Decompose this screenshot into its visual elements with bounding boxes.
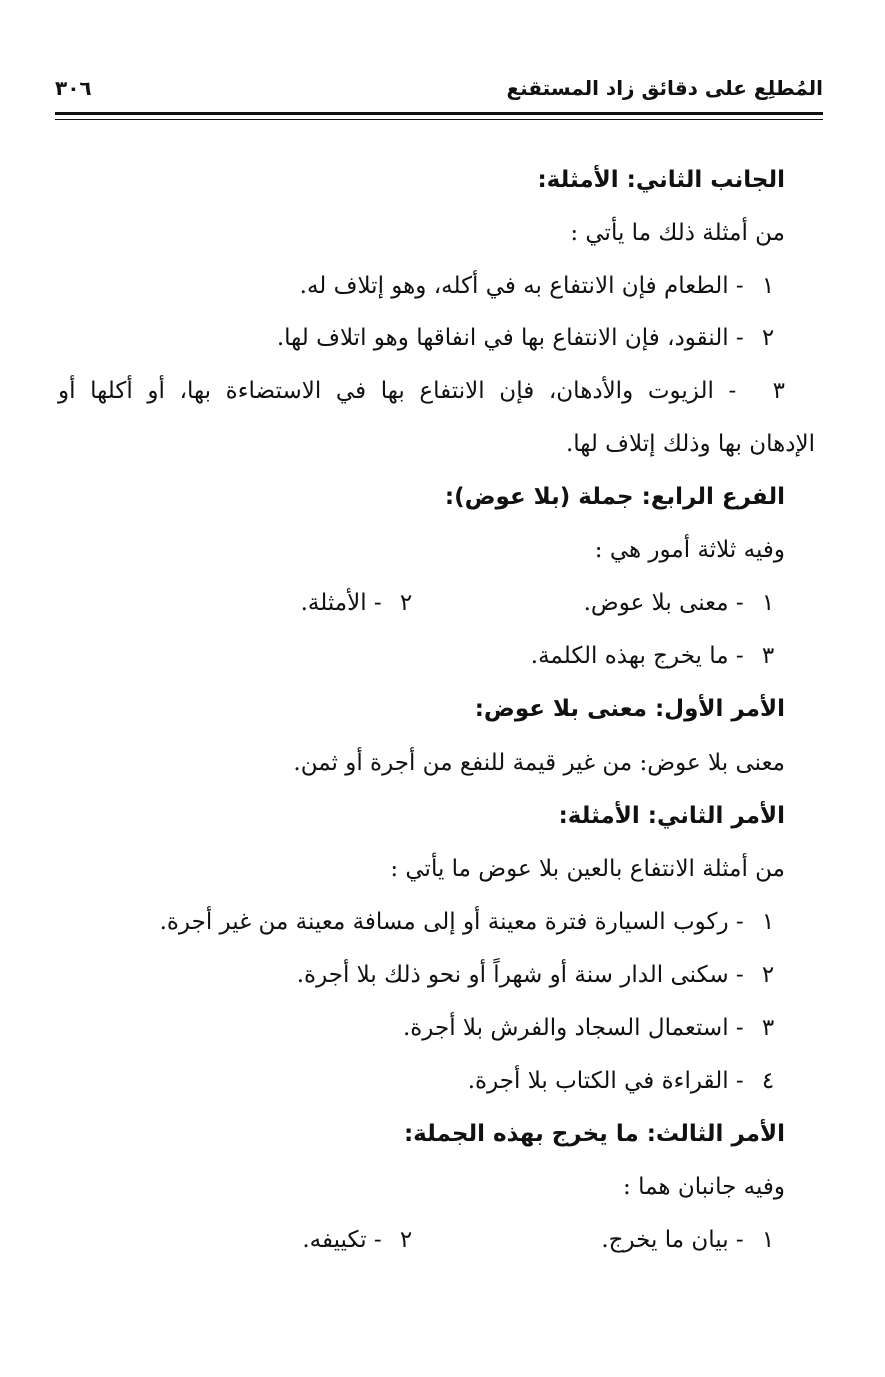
item-text: - سكنى الدار سنة أو شهراً أو نحو ذلك بلا أجرة. bbox=[296, 962, 744, 988]
item-number: ٤ bbox=[761, 1068, 775, 1094]
running-header bbox=[55, 72, 823, 112]
item-number: ١ bbox=[761, 909, 775, 935]
paragraph-line: وفيه ثلاثة أمور هي : bbox=[594, 537, 785, 563]
section-heading: الأمر الأول: معنى بلا عوض: bbox=[474, 696, 785, 722]
list-item bbox=[584, 583, 785, 623]
item-number: ١ bbox=[761, 590, 775, 616]
item-text: - ركوب السيارة فترة معينة أو إلى مسافة معينة من غير أجرة. bbox=[159, 909, 744, 935]
page-number: ٣٠٦ bbox=[55, 76, 92, 100]
item-number: ٣ bbox=[772, 378, 786, 404]
list-item bbox=[531, 636, 785, 676]
item-number: ٣ bbox=[761, 1015, 775, 1041]
paragraph-line: وفيه جانبان هما : bbox=[623, 1174, 785, 1200]
section-heading: الفرع الرابع: جملة (بلا عوض): bbox=[444, 484, 785, 510]
item-text: - تكييفه. bbox=[302, 1227, 382, 1253]
item-text: - الطعام فإن الانتفاع به في أكله، وهو إتلاف له. bbox=[299, 273, 744, 299]
list-item bbox=[468, 1061, 785, 1101]
section-heading: الجانب الثاني: الأمثلة: bbox=[537, 167, 785, 193]
section-heading: الأمر الثاني: الأمثلة: bbox=[558, 803, 785, 829]
item-text: - ما يخرج بهذه الكلمة. bbox=[530, 643, 744, 669]
paragraph-line: من أمثلة الانتفاع بالعين بلا عوض ما يأتي : bbox=[390, 856, 785, 882]
item-text: - القراءة في الكتاب بلا أجرة. bbox=[467, 1068, 744, 1094]
list-item bbox=[601, 1220, 785, 1260]
paragraph-line: معنى بلا عوض: من غير قيمة للنفع من أجرة أو ثمن. bbox=[293, 750, 785, 776]
header-rule-thin bbox=[55, 119, 823, 120]
item-number: ٢ bbox=[761, 962, 775, 988]
list-item bbox=[297, 955, 785, 995]
list-item bbox=[403, 1008, 785, 1048]
item-text: - استعمال السجاد والفرش بلا أجرة. bbox=[402, 1015, 744, 1041]
list-item bbox=[277, 318, 785, 358]
list-item bbox=[300, 266, 785, 306]
item-number: ٢ bbox=[761, 325, 775, 351]
item-number: ١ bbox=[761, 273, 775, 299]
item-text: - النقود، فإن الانتفاع بها في انفاقها وهو اتلاف لها. bbox=[276, 325, 744, 351]
paragraph-line: من أمثلة ذلك ما يأتي : bbox=[570, 220, 785, 246]
item-text: - معنى بلا عوض. bbox=[583, 590, 744, 616]
item-text: - الزيوت والأدهان، فإن الانتفاع بها في الاستضاءة بها، أو أكلها أو bbox=[58, 378, 737, 404]
section-heading: الأمر الثالث: ما يخرج بهذه الجملة: bbox=[403, 1121, 785, 1147]
item-text: - الأمثلة. bbox=[300, 590, 382, 616]
paragraph-line: الإدهان بها وذلك إتلاف لها. bbox=[565, 431, 815, 457]
item-number: ١ bbox=[761, 1227, 775, 1253]
item-number: ٣ bbox=[761, 643, 775, 669]
item-number: ٢ bbox=[399, 1227, 413, 1253]
list-item bbox=[58, 371, 785, 411]
list-item bbox=[301, 583, 423, 623]
header-rule-thick bbox=[55, 112, 823, 115]
item-number: ٢ bbox=[399, 590, 413, 616]
list-item bbox=[302, 1220, 423, 1260]
book-title: المُطلِع على دقائق زاد المستقنع bbox=[506, 76, 823, 100]
item-text: - بيان ما يخرج. bbox=[601, 1227, 744, 1253]
list-item bbox=[160, 902, 785, 942]
